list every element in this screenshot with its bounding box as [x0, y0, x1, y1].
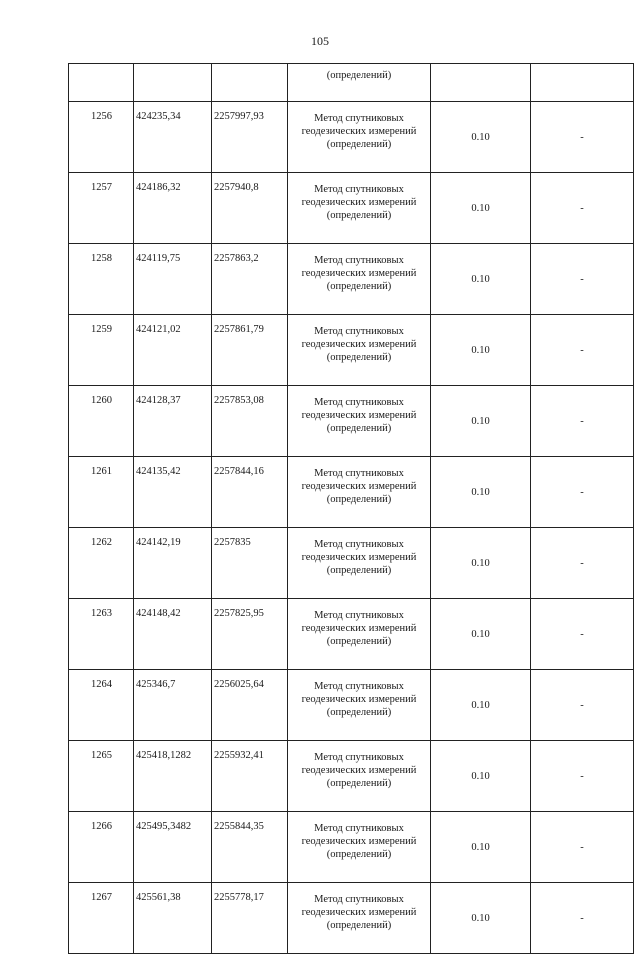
method-line: Метод спутниковых [314, 681, 404, 692]
description-cell: - [531, 883, 634, 954]
empty-cell [134, 64, 212, 102]
method-line: геодезических измерений [301, 197, 417, 208]
method-line: (определений) [326, 778, 392, 789]
method-cell [288, 741, 431, 812]
description-cell: - [531, 173, 634, 244]
description-cell: - [531, 244, 634, 315]
description-cell: - [531, 812, 634, 883]
method-line: Метод спутниковых [314, 113, 404, 124]
method-cell [288, 315, 431, 386]
method-line: (определений) [326, 920, 392, 931]
method-line: (определений) [326, 281, 392, 292]
table-row [69, 741, 634, 812]
description-cell: - [531, 315, 634, 386]
accuracy-cell: 0.10 [431, 528, 531, 599]
method-line: (определений) [326, 494, 392, 505]
method-line: Метод спутниковых [314, 184, 404, 195]
coordinate-y: 2255778,17 [212, 883, 288, 954]
method-line: геодезических измерений [301, 126, 417, 137]
coordinate-y: 2256025,64 [212, 670, 288, 741]
coordinate-x: 424235,34 [134, 102, 212, 173]
description-cell: - [531, 670, 634, 741]
coordinate-y: 2257853,08 [212, 386, 288, 457]
method-line: (определений) [326, 210, 392, 221]
coordinate-y: 2255844,35 [212, 812, 288, 883]
coordinate-x: 425561,38 [134, 883, 212, 954]
method-line: геодезических измерений [301, 268, 417, 279]
empty-cell [431, 64, 531, 102]
point-number: 1264 [69, 670, 134, 741]
coordinate-y: 2257997,93 [212, 102, 288, 173]
table-row [69, 315, 634, 386]
method-line: Метод спутниковых [314, 610, 404, 621]
point-number: 1265 [69, 741, 134, 812]
point-number: 1257 [69, 173, 134, 244]
accuracy-cell: 0.10 [431, 244, 531, 315]
coordinate-x: 425346,7 [134, 670, 212, 741]
method-cell [288, 244, 431, 315]
method-cell [288, 102, 431, 173]
table-row [69, 670, 634, 741]
method-line: Метод спутниковых [314, 326, 404, 337]
table-row [69, 102, 634, 173]
description-cell: - [531, 528, 634, 599]
method-line: Метод спутниковых [314, 823, 404, 834]
description-cell: - [531, 599, 634, 670]
method-cell [288, 457, 431, 528]
empty-cell [531, 64, 634, 102]
coordinate-x: 424135,42 [134, 457, 212, 528]
accuracy-cell: 0.10 [431, 741, 531, 812]
description-cell: - [531, 741, 634, 812]
method-line: Метод спутниковых [314, 468, 404, 479]
method-line: (определений) [326, 70, 392, 81]
coordinate-x: 424186,32 [134, 173, 212, 244]
method-cell [288, 883, 431, 954]
method-line: (определений) [326, 423, 392, 434]
description-cell: - [531, 457, 634, 528]
table-row [69, 386, 634, 457]
coordinate-x: 424142,19 [134, 528, 212, 599]
method-line: Метод спутниковых [314, 255, 404, 266]
coordinate-x: 425418,1282 [134, 741, 212, 812]
method-line: Метод спутниковых [314, 894, 404, 905]
method-cell [288, 670, 431, 741]
accuracy-cell: 0.10 [431, 173, 531, 244]
coordinate-y: 2257844,16 [212, 457, 288, 528]
method-cell [288, 64, 431, 102]
method-line: геодезических измерений [301, 836, 417, 847]
method-cell [288, 386, 431, 457]
coordinate-y: 2257863,2 [212, 244, 288, 315]
coordinates-table [68, 63, 634, 954]
method-cell [288, 812, 431, 883]
accuracy-cell: 0.10 [431, 386, 531, 457]
method-cell [288, 528, 431, 599]
table-row [69, 599, 634, 670]
method-line: Метод спутниковых [314, 397, 404, 408]
point-number: 1263 [69, 599, 134, 670]
table-row [69, 244, 634, 315]
method-line: (определений) [326, 565, 392, 576]
method-line: геодезических измерений [301, 552, 417, 563]
coordinate-y: 2257825,95 [212, 599, 288, 670]
method-line: (определений) [326, 352, 392, 363]
method-line: геодезических измерений [301, 410, 417, 421]
point-number: 1262 [69, 528, 134, 599]
empty-cell [69, 64, 134, 102]
point-number: 1256 [69, 102, 134, 173]
accuracy-cell: 0.10 [431, 883, 531, 954]
method-line: Метод спутниковых [314, 752, 404, 763]
method-line: геодезических измерений [301, 623, 417, 634]
method-cell [288, 173, 431, 244]
accuracy-cell: 0.10 [431, 102, 531, 173]
table-row [69, 812, 634, 883]
accuracy-cell: 0.10 [431, 315, 531, 386]
table-row [69, 457, 634, 528]
coordinate-y: 2257940,8 [212, 173, 288, 244]
accuracy-cell: 0.10 [431, 812, 531, 883]
method-line: (определений) [326, 139, 392, 150]
table-row [69, 528, 634, 599]
accuracy-cell: 0.10 [431, 670, 531, 741]
description-cell: - [531, 386, 634, 457]
point-number: 1259 [69, 315, 134, 386]
method-cell [288, 599, 431, 670]
method-line: геодезических измерений [301, 481, 417, 492]
point-number: 1267 [69, 883, 134, 954]
method-line: геодезических измерений [301, 765, 417, 776]
coordinate-x: 424119,75 [134, 244, 212, 315]
method-line: (определений) [326, 707, 392, 718]
coordinate-x: 425495,3482 [134, 812, 212, 883]
coordinate-x: 424128,37 [134, 386, 212, 457]
empty-cell [212, 64, 288, 102]
method-line: Метод спутниковых [314, 539, 404, 550]
method-line: геодезических измерений [301, 694, 417, 705]
table-row [69, 173, 634, 244]
point-number: 1266 [69, 812, 134, 883]
description-cell: - [531, 102, 634, 173]
page-number: 105 [311, 34, 329, 48]
table-row-continuation [69, 64, 634, 102]
accuracy-cell: 0.10 [431, 599, 531, 670]
method-line: геодезических измерений [301, 339, 417, 350]
coordinate-x: 424121,02 [134, 315, 212, 386]
coordinate-y: 2257835 [212, 528, 288, 599]
point-number: 1258 [69, 244, 134, 315]
point-number: 1261 [69, 457, 134, 528]
table-row [69, 883, 634, 954]
method-line: геодезических измерений [301, 907, 417, 918]
point-number: 1260 [69, 386, 134, 457]
accuracy-cell: 0.10 [431, 457, 531, 528]
coordinate-x: 424148,42 [134, 599, 212, 670]
method-line: (определений) [326, 636, 392, 647]
method-line: (определений) [326, 849, 392, 860]
coordinate-y: 2255932,41 [212, 741, 288, 812]
coordinate-y: 2257861,79 [212, 315, 288, 386]
